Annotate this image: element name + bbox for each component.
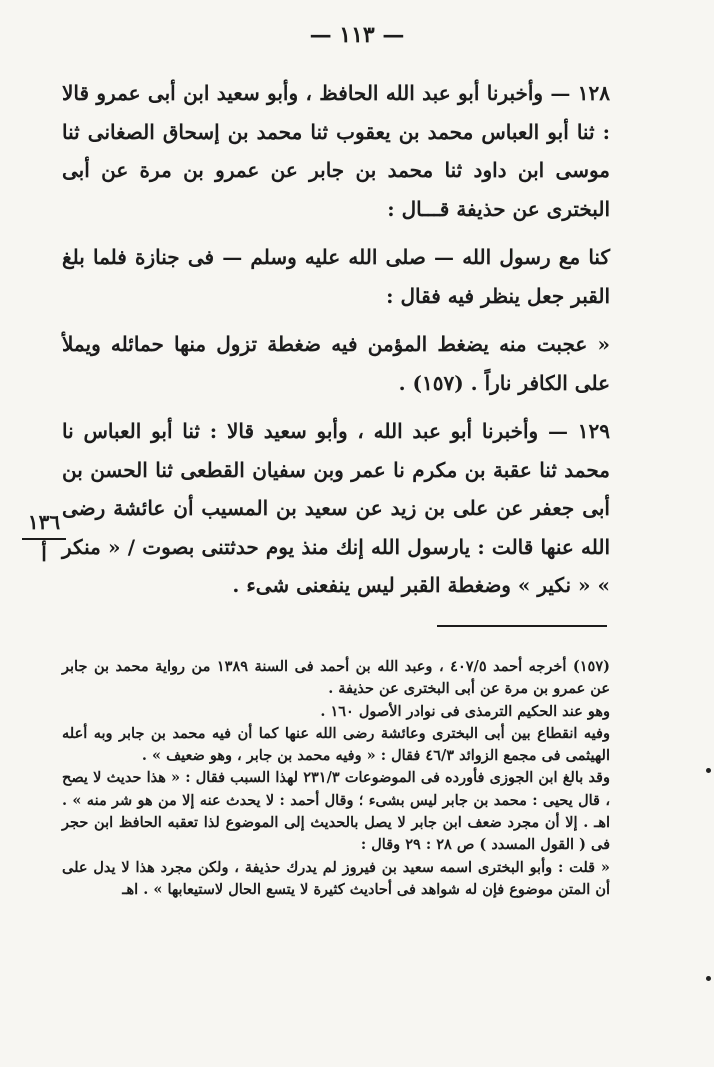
footnote-ibn-jawzi: وقد بالغ ابن الجوزى فأورده فى الموضوعات ٢٣١/٣ لهذا السبب فقال : « هذا حديث لا يصح ، قال يحيى : محمد بن جابر ليس بشىء ؛ وقال أحمد : لا يحدث عنه إلا من هو شر منه » . اهـ . إلا أن مجرد ضعف ابن جابر لا يصل بالحديث إلى الموضوع لذا تعقبه الحافظ ابن حجر فى ( القول المسدد ) ص ٢٨ : ٢٩ وقال : bbox=[62, 769, 610, 854]
manuscript-folio-note bbox=[18, 512, 70, 564]
footnote-divider bbox=[437, 625, 607, 627]
footnote-157-source: (١٥٧) أخرجه أحمد ٤٠٧/٥ ، وعبد الله بن أحمد فى السنة ١٣٨٩ من رواية محمد بن جابر عن عمرو بن مرة عن أبى البخترى عن حذيفة . bbox=[62, 658, 610, 698]
scan-speck bbox=[706, 768, 711, 773]
hadith-129-text: ١٢٩ — وأخبرنا أبو عبد الله ، وأبو سعيد قالا : ثنا أبو العباس نا محمد ثنا عقبة بن مكرم نا عمر وبن سفيان القطعى ثنا الحسن بن أبى جعفر عن على بن زيد عن سعيد بن المسيب أن عائشة رضى الله عنها قالت : يارسول الله إنك منذ يوم حدثتنى بصوت / « منكر » « نكير » وضغطة القبر ليس ينفعنى شىء . bbox=[62, 419, 610, 597]
footnote-inqita: وفيه انقطاع بين أبى البخترى وعائشة رضى الله عنها كما أن فيه محمد بن جابر وبه أعله الهيثمى فى مجمع الزوائد ٤٦/٣ فقال : « وفيه محمد بن جابر ، وهو ضعيف » . bbox=[62, 724, 610, 765]
folio-rule bbox=[22, 538, 66, 540]
footnotes-block bbox=[62, 656, 610, 901]
folio-number: ١٣٦ bbox=[27, 510, 61, 534]
folio-side: أ bbox=[41, 542, 47, 566]
main-text-block bbox=[62, 74, 610, 605]
footnote-hakim: وهو عند الحكيم الترمذى فى نوادر الأصول ١٦٠ . bbox=[320, 702, 610, 720]
scan-speck bbox=[706, 976, 711, 981]
hadith-128-quote: « عجبت منه يضغط المؤمن فيه ضغطة تزول منها حمائله ويملأ على الكافر ناراً . (١٥٧) . bbox=[62, 332, 610, 395]
hadith-128-isnad: ١٢٨ — وأخبرنا أبو عبد الله الحافظ ، وأبو سعيد ابن أبى عمرو قالا : ثنا أبو العباس محمد بن يعقوب ثنا محمد بن إسحاق الصغانى ثنا موسى ابن داود ثنا محمد بن جابر عن عمرو بن مرة عن أبى البخترى عن حذيفة قـــال : bbox=[62, 81, 610, 221]
footnote-ibn-hajar-quote: « قلت : وأبو البخترى اسمه سعيد بن فيروز لم يدرك حذيفة ، ولكن مجرد هذا لا يدل على أن المتن موضوع فإن له شواهد فى أحاديث كثيرة لا يتسع الحال لاستيعابها » . اهـ bbox=[62, 858, 610, 898]
page-number: — ١١٣ — bbox=[309, 22, 405, 48]
hadith-128-narration: كنا مع رسول الله — صلى الله عليه وسلم — فى جنازة فلما بلغ القبر جعل ينظر فيه فقال : bbox=[62, 245, 610, 308]
